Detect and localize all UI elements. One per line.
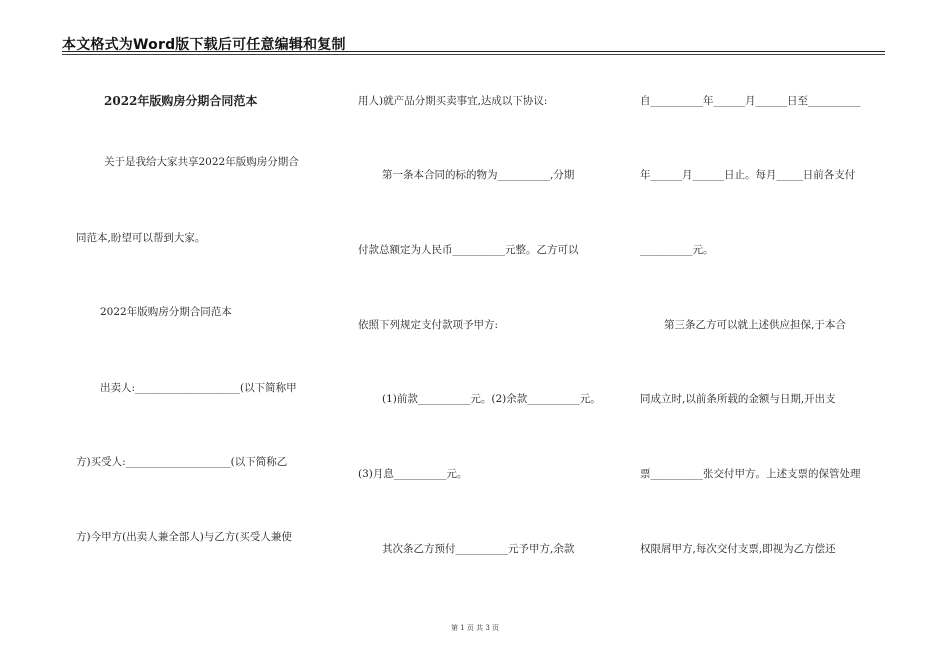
header-divider-thin [62,54,885,55]
section-heading: 2022年版购房分期合同范本 [100,306,232,318]
paragraph-line: 关于是我给大家共享2022年版购房分期合 [104,156,299,168]
paragraph-line: 第三条乙方可以就上述供应担保,于本合 [664,319,846,331]
paragraph-line: 票__________张交付甲方。上述支票的保管处理 [640,468,861,480]
paragraph-line: 年______月______日止。每月_____日前各支付 [640,169,856,181]
paragraph-line: 出卖人:____________________(以下简称甲 [100,382,297,394]
document-title: 2022年版购房分期合同范本 [104,94,258,108]
paragraph-line: 其次条乙方预付__________元予甲方,余款 [382,543,575,555]
paragraph-line: 第一条本合同的标的物为__________,分期 [382,169,575,181]
paragraph-line: 权限屑甲方,每次交付支票,即视为乙方偿还 [640,543,836,555]
paragraph-line: 方)买受人:____________________(以下简称乙 [76,456,288,468]
paragraph-line: 方)今甲方(出卖人兼全部人)与乙方(买受人兼使 [76,531,292,543]
page-number: 第 1 页 共 3 页 [450,624,500,632]
paragraph-line: (1)前款__________元。(2)余款__________元。 [382,393,601,405]
paragraph-line: 同成立时,以前条所载的金额与日期,开出支 [640,393,836,405]
paragraph-line: 用人)就产品分期买卖事宜,达成以下协议: [358,95,548,107]
header-divider-thick [62,51,885,52]
paragraph-line: 同范本,盼望可以帮到大家。 [76,232,206,244]
document-header-title: 本文格式为Word版下载后可任意编辑和复制 [62,37,346,53]
paragraph-line: 依照下列规定支付款项予甲方: [358,319,499,331]
paragraph-line: (3)月息__________元。 [358,468,468,480]
paragraph-line: 付款总额定为人民币__________元整。乙方可以 [358,244,579,256]
paragraph-line: __________元。 [640,244,714,256]
paragraph-line: 自__________年______月______日至__________ [640,95,861,107]
